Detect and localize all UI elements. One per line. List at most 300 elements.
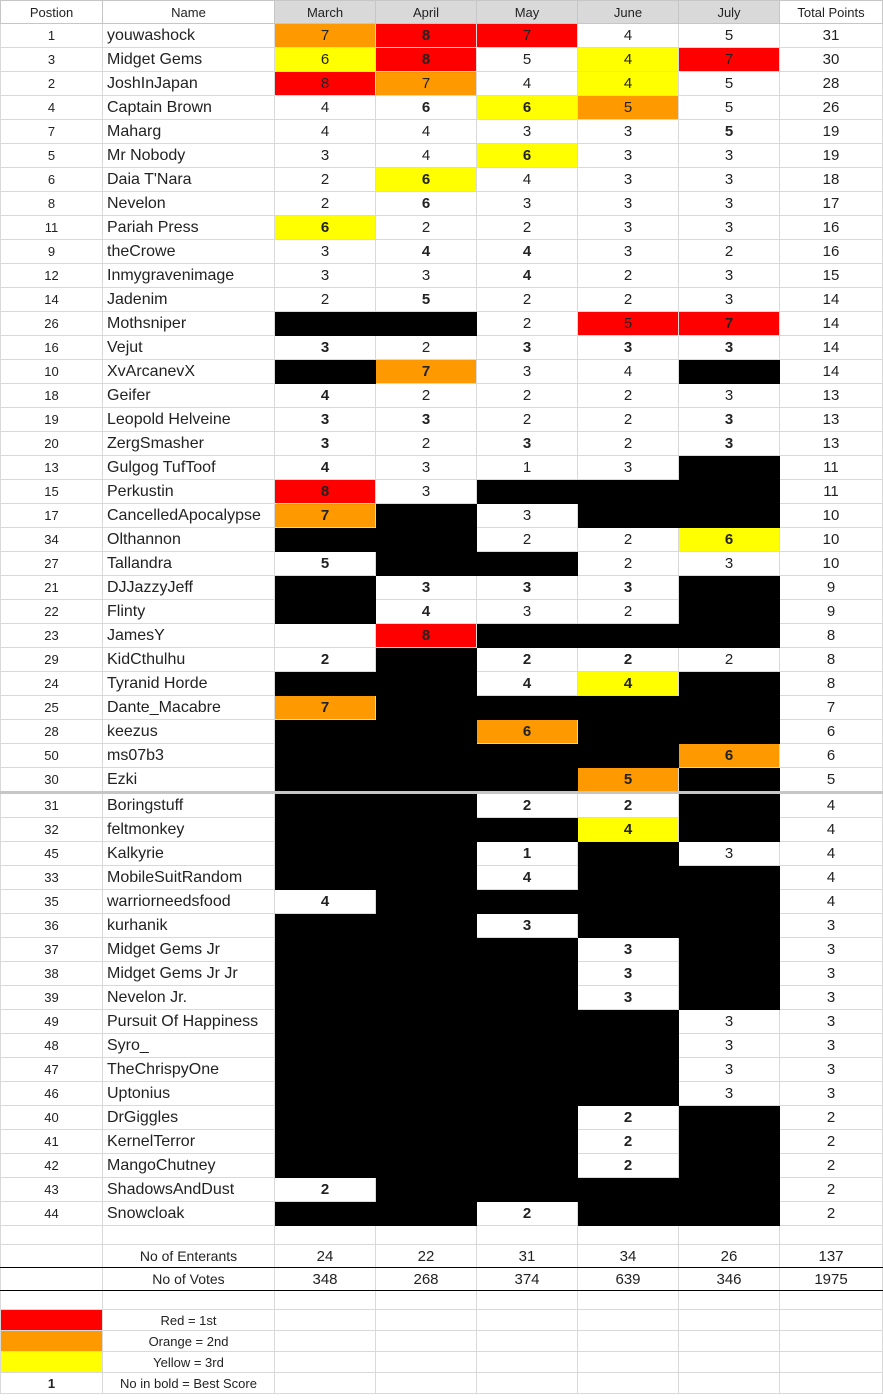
- score-cell-march: 3: [275, 264, 376, 288]
- score-cell-june: 2: [578, 1154, 679, 1178]
- score-cell-may: 6: [477, 144, 578, 168]
- table-row: [1, 962, 883, 986]
- score-cell-july: 3: [679, 216, 780, 240]
- score-cell-july: [679, 962, 780, 986]
- position-cell: 11: [1, 216, 103, 240]
- position-cell: 48: [1, 1034, 103, 1058]
- total-points-cell: 5: [780, 768, 883, 793]
- score-cell-march: [275, 962, 376, 986]
- score-cell-july: 7: [679, 48, 780, 72]
- score-cell-march: [275, 793, 376, 818]
- score-cell-july: 3: [679, 288, 780, 312]
- total-points-cell: 8: [780, 648, 883, 672]
- score-cell-may: [477, 768, 578, 793]
- score-cell-june: 2: [578, 648, 679, 672]
- score-cell-march: [275, 1106, 376, 1130]
- position-cell: 30: [1, 768, 103, 793]
- empty-cell: [275, 1310, 376, 1331]
- score-cell-june: 2: [578, 793, 679, 818]
- score-cell-march: 4: [275, 96, 376, 120]
- score-cell-april: 4: [376, 144, 477, 168]
- score-cell-may: 4: [477, 264, 578, 288]
- score-cell-june: 2: [578, 552, 679, 576]
- score-cell-july: 2: [679, 648, 780, 672]
- table-row: [1, 192, 883, 216]
- position-cell: 47: [1, 1058, 103, 1082]
- position-cell: 27: [1, 552, 103, 576]
- empty-cell: [679, 1331, 780, 1352]
- score-cell-may: 3: [477, 120, 578, 144]
- score-cell-june: [578, 866, 679, 890]
- score-cell-april: 5: [376, 288, 477, 312]
- position-cell: 40: [1, 1106, 103, 1130]
- score-cell-march: [275, 360, 376, 384]
- position-cell: 38: [1, 962, 103, 986]
- table-row: [1, 600, 883, 624]
- score-cell-march: [275, 768, 376, 793]
- score-cell-may: [477, 1106, 578, 1130]
- player-name: Boringstuff: [103, 793, 275, 818]
- total-points-cell: 10: [780, 552, 883, 576]
- score-cell-march: 5: [275, 552, 376, 576]
- player-name: ShadowsAndDust: [103, 1178, 275, 1202]
- total-points-cell: 6: [780, 720, 883, 744]
- table-row: [1, 744, 883, 768]
- position-cell: 45: [1, 842, 103, 866]
- score-cell-april: 2: [376, 432, 477, 456]
- score-cell-may: [477, 986, 578, 1010]
- table-row: [1, 768, 883, 793]
- score-cell-april: [376, 1082, 477, 1106]
- player-name: KernelTerror: [103, 1130, 275, 1154]
- score-cell-april: [376, 1154, 477, 1178]
- total-points-cell: 13: [780, 432, 883, 456]
- table-row: [1, 96, 883, 120]
- score-cell-july: [679, 914, 780, 938]
- position-cell: 5: [1, 144, 103, 168]
- score-cell-june: [578, 624, 679, 648]
- score-cell-may: 2: [477, 384, 578, 408]
- header-position: Postion: [1, 1, 103, 24]
- score-cell-march: [275, 720, 376, 744]
- table-row: [1, 914, 883, 938]
- total-points-cell: 3: [780, 1010, 883, 1034]
- legend-label: No in bold = Best Score: [103, 1373, 275, 1394]
- score-cell-march: 8: [275, 480, 376, 504]
- total-points-cell: 6: [780, 744, 883, 768]
- score-cell-april: 2: [376, 336, 477, 360]
- total-points-cell: 11: [780, 480, 883, 504]
- player-name: MobileSuitRandom: [103, 866, 275, 890]
- position-cell: 42: [1, 1154, 103, 1178]
- score-cell-july: [679, 1130, 780, 1154]
- total-points-cell: 7: [780, 696, 883, 720]
- player-name: youwashock: [103, 24, 275, 48]
- score-cell-march: 7: [275, 24, 376, 48]
- score-cell-june: 4: [578, 72, 679, 96]
- score-cell-may: [477, 818, 578, 842]
- score-cell-june: [578, 696, 679, 720]
- header-june: June: [578, 1, 679, 24]
- summary-value: 348: [275, 1268, 376, 1291]
- score-cell-april: [376, 720, 477, 744]
- score-cell-march: 4: [275, 890, 376, 914]
- header-row: [1, 1, 883, 24]
- table-row: [1, 432, 883, 456]
- score-cell-july: 3: [679, 408, 780, 432]
- table-row: [1, 480, 883, 504]
- summary-value: 31: [477, 1245, 578, 1268]
- score-cell-may: 2: [477, 1202, 578, 1226]
- position-cell: 32: [1, 818, 103, 842]
- table-row: [1, 1034, 883, 1058]
- position-cell: 24: [1, 672, 103, 696]
- table-row: [1, 1106, 883, 1130]
- score-cell-may: 3: [477, 600, 578, 624]
- score-cell-april: [376, 528, 477, 552]
- total-points-cell: 10: [780, 504, 883, 528]
- empty-cell: [477, 1373, 578, 1394]
- score-cell-april: 3: [376, 576, 477, 600]
- score-cell-june: [578, 720, 679, 744]
- score-cell-july: 3: [679, 552, 780, 576]
- empty-cell: [578, 1352, 679, 1373]
- score-cell-april: [376, 866, 477, 890]
- total-points-cell: 16: [780, 240, 883, 264]
- score-cell-june: [578, 480, 679, 504]
- total-points-cell: 26: [780, 96, 883, 120]
- player-name: Geifer: [103, 384, 275, 408]
- score-cell-june: [578, 1082, 679, 1106]
- total-points-cell: 17: [780, 192, 883, 216]
- summary-value: 24: [275, 1245, 376, 1268]
- total-points-cell: 30: [780, 48, 883, 72]
- position-cell: 22: [1, 600, 103, 624]
- score-cell-march: [275, 1010, 376, 1034]
- table-row: [1, 1130, 883, 1154]
- table-row: [1, 240, 883, 264]
- total-points-cell: 2: [780, 1154, 883, 1178]
- score-cell-march: [275, 672, 376, 696]
- score-cell-july: 5: [679, 96, 780, 120]
- score-cell-july: [679, 1154, 780, 1178]
- player-name: Flinty: [103, 600, 275, 624]
- table-row: [1, 720, 883, 744]
- score-cell-june: 4: [578, 818, 679, 842]
- total-points-cell: 4: [780, 793, 883, 818]
- player-name: TheChrispyOne: [103, 1058, 275, 1082]
- table-row: [1, 144, 883, 168]
- score-cell-july: [679, 360, 780, 384]
- score-cell-april: [376, 914, 477, 938]
- player-name: Nevelon Jr.: [103, 986, 275, 1010]
- total-points-cell: 31: [780, 24, 883, 48]
- position-cell: 13: [1, 456, 103, 480]
- summary-value: 346: [679, 1268, 780, 1291]
- score-cell-may: [477, 1010, 578, 1034]
- table-row: [1, 842, 883, 866]
- table-row: [1, 264, 883, 288]
- player-name: MangoChutney: [103, 1154, 275, 1178]
- position-cell: 19: [1, 408, 103, 432]
- score-cell-march: 3: [275, 432, 376, 456]
- position-cell: 6: [1, 168, 103, 192]
- total-points-cell: 16: [780, 216, 883, 240]
- empty-cell: [376, 1331, 477, 1352]
- score-cell-july: [679, 986, 780, 1010]
- score-cell-july: [679, 866, 780, 890]
- position-cell: 43: [1, 1178, 103, 1202]
- empty-cell: [477, 1352, 578, 1373]
- summary-label: No of Votes: [103, 1268, 275, 1291]
- position-cell: 34: [1, 528, 103, 552]
- score-cell-may: 4: [477, 72, 578, 96]
- position-cell: 49: [1, 1010, 103, 1034]
- score-cell-march: [275, 624, 376, 648]
- position-cell: 16: [1, 336, 103, 360]
- score-cell-july: [679, 600, 780, 624]
- position-cell: 10: [1, 360, 103, 384]
- position-cell: 9: [1, 240, 103, 264]
- score-cell-july: [679, 720, 780, 744]
- total-points-cell: 3: [780, 962, 883, 986]
- player-name: Midget Gems: [103, 48, 275, 72]
- score-cell-june: 2: [578, 432, 679, 456]
- empty-cell: [477, 1310, 578, 1331]
- position-cell: 18: [1, 384, 103, 408]
- score-cell-july: [679, 480, 780, 504]
- header-april: April: [376, 1, 477, 24]
- player-name: ms07b3: [103, 744, 275, 768]
- score-cell-july: [679, 624, 780, 648]
- position-cell: 15: [1, 480, 103, 504]
- legend-swatch: [1, 1331, 103, 1352]
- position-cell: 44: [1, 1202, 103, 1226]
- total-points-cell: 2: [780, 1178, 883, 1202]
- table-row: [1, 1202, 883, 1226]
- score-cell-july: [679, 818, 780, 842]
- score-cell-june: [578, 890, 679, 914]
- empty-cell: [780, 1352, 883, 1373]
- score-cell-april: 6: [376, 96, 477, 120]
- score-cell-april: 2: [376, 384, 477, 408]
- score-cell-may: [477, 1034, 578, 1058]
- total-points-cell: 4: [780, 842, 883, 866]
- score-cell-april: 8: [376, 48, 477, 72]
- score-cell-may: 3: [477, 192, 578, 216]
- score-cell-july: 3: [679, 432, 780, 456]
- total-points-cell: 18: [780, 168, 883, 192]
- player-name: Jadenim: [103, 288, 275, 312]
- score-cell-april: 3: [376, 264, 477, 288]
- score-cell-may: 3: [477, 914, 578, 938]
- score-cell-may: 2: [477, 528, 578, 552]
- score-cell-july: 3: [679, 336, 780, 360]
- score-cell-march: [275, 938, 376, 962]
- score-cell-june: 3: [578, 240, 679, 264]
- position-cell: 8: [1, 192, 103, 216]
- table-row: [1, 552, 883, 576]
- score-cell-june: 5: [578, 312, 679, 336]
- player-name: Nevelon: [103, 192, 275, 216]
- score-cell-may: 2: [477, 312, 578, 336]
- score-cell-june: 5: [578, 96, 679, 120]
- score-cell-march: [275, 528, 376, 552]
- score-cell-may: [477, 744, 578, 768]
- table-row: [1, 48, 883, 72]
- table-row: [1, 72, 883, 96]
- total-points-cell: 3: [780, 938, 883, 962]
- empty-cell: [275, 1331, 376, 1352]
- score-cell-july: [679, 504, 780, 528]
- position-cell: 26: [1, 312, 103, 336]
- summary-value: 1975: [780, 1268, 883, 1291]
- score-cell-july: 5: [679, 24, 780, 48]
- empty-cell: [780, 1310, 883, 1331]
- score-cell-july: 6: [679, 744, 780, 768]
- score-cell-july: [679, 696, 780, 720]
- summary-value: 26: [679, 1245, 780, 1268]
- ranking-rows: [1, 24, 883, 1226]
- score-cell-june: [578, 1202, 679, 1226]
- table-row: [1, 1010, 883, 1034]
- score-cell-may: 3: [477, 576, 578, 600]
- position-cell: 1: [1, 24, 103, 48]
- empty-cell: [275, 1373, 376, 1394]
- legend-row: [1, 1331, 883, 1352]
- score-cell-june: 4: [578, 672, 679, 696]
- empty-cell: [477, 1331, 578, 1352]
- score-cell-may: [477, 480, 578, 504]
- score-cell-april: 4: [376, 600, 477, 624]
- table-row: [1, 866, 883, 890]
- player-name: CancelledApocalypse: [103, 504, 275, 528]
- score-cell-june: 4: [578, 24, 679, 48]
- score-cell-april: [376, 793, 477, 818]
- table-row: [1, 216, 883, 240]
- summary-value: 34: [578, 1245, 679, 1268]
- empty-cell: [780, 1331, 883, 1352]
- empty-cell: [275, 1352, 376, 1373]
- score-cell-march: [275, 600, 376, 624]
- header-name: Name: [103, 1, 275, 24]
- player-name: Syro_: [103, 1034, 275, 1058]
- score-cell-march: [275, 1082, 376, 1106]
- score-cell-april: 7: [376, 72, 477, 96]
- position-cell: 29: [1, 648, 103, 672]
- legend-label: Yellow = 3rd: [103, 1352, 275, 1373]
- score-cell-may: 4: [477, 866, 578, 890]
- player-name: JoshInJapan: [103, 72, 275, 96]
- score-cell-june: 3: [578, 938, 679, 962]
- table-row: [1, 1082, 883, 1106]
- player-name: Captain Brown: [103, 96, 275, 120]
- score-cell-july: 7: [679, 312, 780, 336]
- total-points-cell: 19: [780, 144, 883, 168]
- player-name: KidCthulhu: [103, 648, 275, 672]
- empty-cell: [578, 1310, 679, 1331]
- score-cell-march: 3: [275, 408, 376, 432]
- score-cell-april: [376, 842, 477, 866]
- score-cell-april: [376, 1058, 477, 1082]
- position-cell: 14: [1, 288, 103, 312]
- score-cell-april: 6: [376, 168, 477, 192]
- score-cell-june: [578, 1058, 679, 1082]
- total-points-cell: 14: [780, 336, 883, 360]
- score-cell-may: 2: [477, 288, 578, 312]
- table-row: [1, 504, 883, 528]
- total-points-cell: 3: [780, 1082, 883, 1106]
- score-cell-may: 2: [477, 648, 578, 672]
- empty-cell: [376, 1310, 477, 1331]
- position-cell: 3: [1, 48, 103, 72]
- score-cell-march: [275, 1202, 376, 1226]
- player-name: Pariah Press: [103, 216, 275, 240]
- score-cell-april: 4: [376, 120, 477, 144]
- legend-swatch: [1, 1310, 103, 1331]
- position-cell: 46: [1, 1082, 103, 1106]
- score-cell-may: 1: [477, 456, 578, 480]
- table-row: [1, 336, 883, 360]
- score-cell-march: [275, 312, 376, 336]
- score-cell-march: 6: [275, 48, 376, 72]
- player-name: Olthannon: [103, 528, 275, 552]
- score-cell-march: 2: [275, 288, 376, 312]
- score-cell-may: [477, 1058, 578, 1082]
- score-cell-march: 4: [275, 120, 376, 144]
- legend-label: Orange = 2nd: [103, 1331, 275, 1352]
- score-cell-july: 5: [679, 120, 780, 144]
- legend-swatch: [1, 1352, 103, 1373]
- score-cell-july: 3: [679, 144, 780, 168]
- legend-label: Red = 1st: [103, 1310, 275, 1331]
- table-row: [1, 288, 883, 312]
- score-cell-march: [275, 1154, 376, 1178]
- score-cell-april: [376, 648, 477, 672]
- score-cell-april: 3: [376, 408, 477, 432]
- score-cell-april: [376, 1130, 477, 1154]
- score-cell-july: [679, 576, 780, 600]
- score-cell-june: [578, 1178, 679, 1202]
- score-cell-april: [376, 552, 477, 576]
- legend-row: [1, 1373, 883, 1394]
- score-cell-july: 3: [679, 1034, 780, 1058]
- score-cell-june: 3: [578, 144, 679, 168]
- total-points-cell: 28: [780, 72, 883, 96]
- score-cell-april: [376, 1202, 477, 1226]
- score-cell-may: 5: [477, 48, 578, 72]
- score-cell-april: [376, 744, 477, 768]
- score-cell-june: 3: [578, 168, 679, 192]
- position-cell: 41: [1, 1130, 103, 1154]
- player-name: DJJazzyJeff: [103, 576, 275, 600]
- player-name: DrGiggles: [103, 1106, 275, 1130]
- spacer-row: [1, 1226, 883, 1245]
- score-cell-march: [275, 576, 376, 600]
- score-cell-april: [376, 890, 477, 914]
- position-cell: 23: [1, 624, 103, 648]
- total-points-cell: 14: [780, 288, 883, 312]
- score-cell-april: [376, 312, 477, 336]
- score-cell-april: [376, 672, 477, 696]
- table-row: [1, 168, 883, 192]
- score-cell-june: [578, 744, 679, 768]
- score-cell-june: 2: [578, 384, 679, 408]
- player-name: Midget Gems Jr: [103, 938, 275, 962]
- empty-cell: [578, 1373, 679, 1394]
- total-points-cell: 11: [780, 456, 883, 480]
- score-cell-april: [376, 504, 477, 528]
